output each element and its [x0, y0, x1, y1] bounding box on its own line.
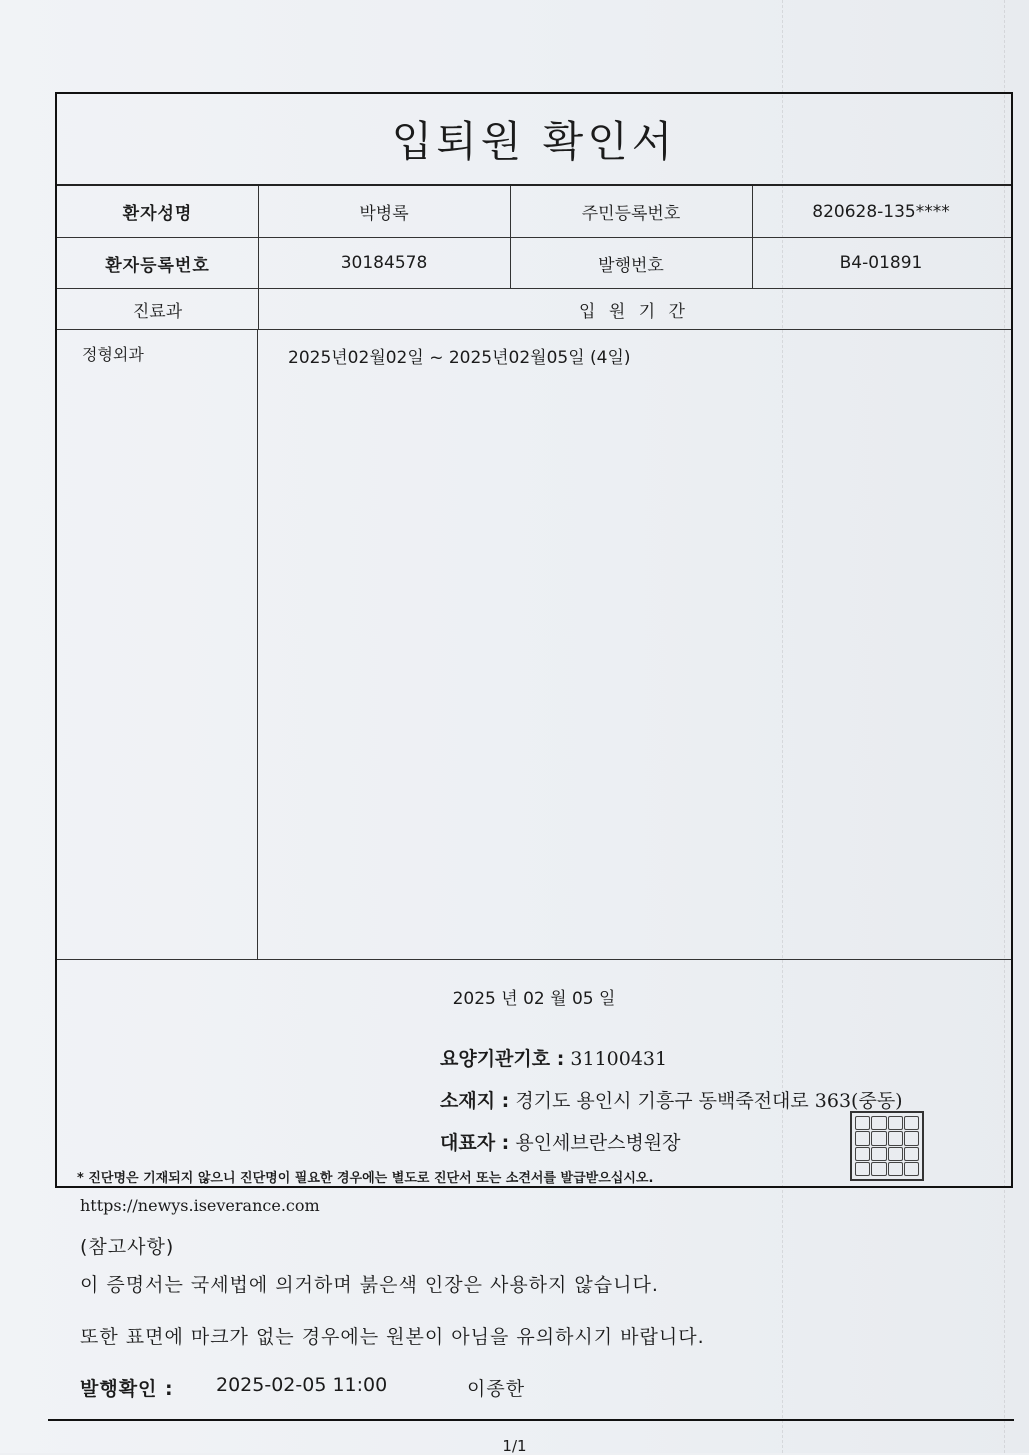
patient-reg-label: 환자등록번호	[105, 255, 210, 276]
address-value: 경기도 용인시 기흥구 동백죽전대로 363(중동)	[515, 1090, 903, 1112]
issue-confirm-datetime: 2025-02-05 11:00	[216, 1374, 388, 1396]
website-url: https://newys.iseverance.com	[80, 1196, 320, 1215]
department-column	[57, 330, 258, 960]
page-number: 1/1	[502, 1437, 527, 1455]
address-label: 소재지 :	[440, 1090, 510, 1112]
representative-line	[440, 1128, 681, 1155]
institution-code-value: 31100431	[570, 1048, 668, 1070]
institution-code-label: 요양기관기호 :	[440, 1048, 565, 1070]
issue-no-value: B4-01891	[839, 253, 923, 273]
period-value: 2025년02월02일 ~ 2025년02월05일 (4일)	[288, 348, 631, 368]
department-value: 정형외과	[82, 345, 144, 364]
institution-code-line	[440, 1044, 667, 1071]
reference-line-1: 이 증명서는 국세법에 의거하며 붉은색 인장은 사용하지 않습니다.	[80, 1274, 659, 1296]
resident-no-label: 주민등록번호	[581, 204, 681, 224]
issue-no-label: 발행번호	[598, 255, 664, 276]
representative-value: 용인세브란스병원장	[515, 1132, 681, 1154]
address-line	[440, 1086, 903, 1113]
reference-title: (참고사항)	[80, 1236, 175, 1258]
reference-line-2: 또한 표면에 마크가 없는 경우에는 원본이 아님을 유의하시기 바랍니다.	[80, 1326, 705, 1348]
diagnosis-notice: * 진단명은 기재되지 않으니 진단명이 필요한 경우에는 별도로 진단서 또는 소견서를 발급받으십시오.	[77, 1171, 654, 1186]
representative-label: 대표자 :	[440, 1132, 510, 1154]
patient-name-value: 박병록	[359, 204, 409, 224]
issue-confirm-line	[80, 1374, 174, 1401]
patient-reg-value: 30184578	[340, 253, 428, 273]
document-title: 입퇴원 확인서	[57, 94, 1011, 186]
bottom-divider	[48, 1419, 1014, 1421]
header-row	[57, 289, 1011, 330]
issue-date: 2025 년 02 월 05 일	[452, 989, 616, 1009]
issuer-name: 이종한	[467, 1378, 526, 1400]
issue-confirm-label: 발행확인 :	[80, 1378, 174, 1400]
patient-name-row	[57, 186, 1011, 238]
certificate-frame	[55, 92, 1013, 1188]
resident-no-value: 820628-135****	[812, 201, 950, 222]
department-label: 진료과	[132, 301, 183, 322]
hospital-seal-icon	[850, 1111, 924, 1181]
patient-reg-row	[57, 238, 1011, 289]
period-label: 입 원 기 간	[579, 301, 689, 322]
patient-name-label: 환자성명	[122, 204, 193, 224]
